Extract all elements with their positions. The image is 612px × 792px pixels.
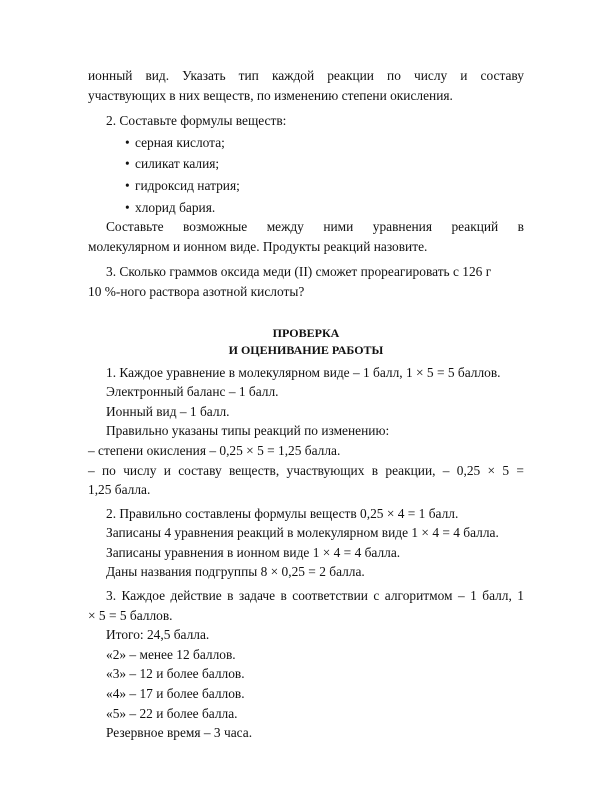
task2-text-line-1: Составьте возможные между ними уравнения реакций в	[106, 219, 524, 235]
bullet-item: • серная кислота;	[88, 133, 524, 153]
eval3-line-2: × 5 = 5 баллов.	[88, 607, 173, 623]
section-heading-line-1: ПРОВЕРКА	[272, 325, 340, 340]
task2-text-line-2: молекулярном и ионном виде. Продукты реакций назовите.	[88, 238, 428, 254]
document-page	[88, 66, 524, 743]
eval3-line-1: 3. Каждое действие в задаче в соответствии с алгоритмом – 1 балл, 1	[106, 588, 524, 604]
eval2-line-3: Записаны уравнения в ионном виде 1 × 4 = 4 балла.	[106, 544, 401, 560]
eval1-line-1: 1. Каждое уравнение в молекулярном виде – 1 балл, 1 × 5 = 5 баллов.	[106, 364, 501, 380]
eval1-line-7: 1,25 балла.	[88, 482, 151, 498]
task3-line-2: 10 %-ного раствора азотной кислоты?	[88, 283, 305, 299]
bullet-item: • гидроксид натрия;	[88, 176, 524, 196]
task3-line-1: 3. Сколько граммов оксида меди (II) сможет прореагировать с 126 г	[106, 264, 492, 280]
intro-line-2: участвующих в них веществ, по изменению степени окисления.	[88, 87, 453, 103]
eval1-line-3: Ионный вид – 1 балл.	[106, 403, 230, 419]
eval2-line-1: 2. Правильно составлены формулы веществ 0,25 × 4 = 1 балл.	[106, 505, 459, 521]
grade-line: «3» – 12 и более баллов.	[106, 666, 245, 682]
grade-line: «5» – 22 и более балла.	[106, 705, 238, 721]
bullet-icon: •	[125, 177, 130, 193]
task2-title: 2. Составьте формулы веществ:	[106, 113, 287, 129]
intro-line-1: ионный вид. Указать тип каждой реакции по числу и составу	[88, 68, 524, 83]
eval1-line-6: – по числу и составу веществ, участвующих в реакции, – 0,25 × 5 =	[88, 462, 524, 478]
section-heading-line-2: И ОЦЕНИВАНИЕ РАБОТЫ	[228, 342, 384, 357]
grade-line: «4» – 17 и более баллов.	[106, 686, 245, 702]
eval2-line-2: Записаны 4 уравнения реакций в молекулярном виде 1 × 4 = 4 балла.	[106, 525, 499, 541]
grade-line: «2» – менее 12 баллов.	[106, 646, 236, 662]
reserve-time: Резервное время – 3 часа.	[106, 725, 253, 741]
total-score: Итого: 24,5 балла.	[106, 627, 210, 643]
bullet-item: • хлорид бария.	[88, 198, 524, 218]
bullet-icon: •	[125, 156, 130, 172]
bullet-item: • силикат калия;	[88, 154, 524, 174]
eval2-line-4: Даны названия подгруппы 8 × 0,25 = 2 балла.	[106, 564, 365, 580]
eval1-line-5: – степени окисления – 0,25 × 5 = 1,25 балла.	[88, 442, 341, 458]
bullet-icon: •	[125, 199, 130, 215]
eval1-line-2: Электронный баланс – 1 балл.	[106, 384, 279, 400]
bullet-icon: •	[125, 134, 130, 150]
eval1-line-4: Правильно указаны типы реакций по изменению:	[106, 423, 390, 439]
